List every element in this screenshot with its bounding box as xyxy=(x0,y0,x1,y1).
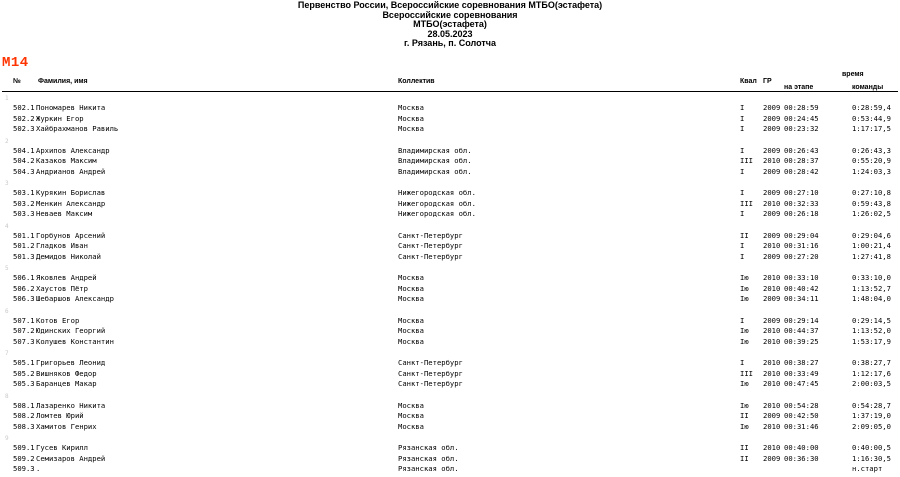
participant-birth-year: 2009 xyxy=(763,411,781,420)
table-row xyxy=(0,454,900,465)
participant-name: Григорьев Леонид xyxy=(36,358,106,367)
table-row xyxy=(0,252,900,263)
participant-club: Нижегородская обл. xyxy=(398,188,476,197)
team-place: 8 xyxy=(5,392,9,400)
participant-number: 501.3 xyxy=(13,251,35,261)
participant-qualification: II xyxy=(740,453,749,463)
participant-club: Москва xyxy=(398,103,424,112)
participant-birth-year: 2010 xyxy=(763,421,781,431)
team-block xyxy=(0,392,900,435)
participant-name: Гусев Кирилл xyxy=(36,443,88,452)
team-time: 1:24:03,3 xyxy=(852,166,891,176)
participant-name: Яковлев Андрей xyxy=(36,273,97,282)
participant-number: 508.3 xyxy=(13,421,35,431)
table-row xyxy=(0,103,900,114)
team-time: 0:54:28,7 xyxy=(852,400,891,410)
participant-club: Москва xyxy=(398,400,424,410)
participant-name: Юдинских Георгий xyxy=(36,326,106,335)
participant-club: Санкт-Петербург xyxy=(398,230,463,240)
participant-qualification: II xyxy=(740,411,749,420)
event-date: 28.05.2023 xyxy=(427,28,473,39)
participant-qualification: I xyxy=(740,209,745,218)
participant-number: 504.3 xyxy=(13,166,35,176)
team-block xyxy=(0,179,900,222)
participant-qualification: I xyxy=(740,358,745,367)
participant-number: 503.1 xyxy=(13,188,35,197)
event-location: г. Рязань, п. Солотча xyxy=(403,38,497,48)
event-subtitle: Всероссийские соревнования xyxy=(382,9,518,20)
participant-qualification: Iю xyxy=(740,421,749,431)
table-row xyxy=(0,231,900,242)
leg-time: 00:32:33 xyxy=(784,198,819,208)
participant-number: 505.1 xyxy=(13,358,35,367)
participant-birth-year: 2010 xyxy=(763,198,781,208)
participant-number: 501.1 xyxy=(13,230,35,240)
participant-club: Владимирская обл. xyxy=(398,145,472,155)
participant-number: 502.3 xyxy=(13,124,35,133)
participant-number: 505.3 xyxy=(13,379,35,388)
participant-club: Владимирская обл. xyxy=(398,166,472,176)
participant-birth-year: 2009 xyxy=(763,315,781,325)
participant-qualification: III xyxy=(740,198,753,208)
team-time: 0:40:00,5 xyxy=(852,443,891,452)
participant-club: Москва xyxy=(398,315,424,325)
participant-qualification: III xyxy=(740,156,753,165)
table-row xyxy=(0,443,900,454)
participant-club: Москва xyxy=(398,273,424,282)
participant-number: 502.2 xyxy=(13,113,35,123)
leg-time: 00:39:25 xyxy=(784,336,819,346)
team-time: 0:27:10,8 xyxy=(852,188,891,197)
participant-club: Санкт-Петербург xyxy=(398,358,463,367)
participant-qualification: I xyxy=(740,251,745,261)
participant-birth-year: 2009 xyxy=(763,294,781,303)
participant-number: 509.2 xyxy=(13,453,35,463)
participant-birth-year: 2010 xyxy=(763,326,781,335)
team-time: 1:12:17,6 xyxy=(852,368,891,378)
participant-qualification: Iю xyxy=(740,400,749,410)
table-row xyxy=(0,337,900,348)
team-time: 1:26:02,5 xyxy=(852,209,891,218)
team-place: 4 xyxy=(5,222,9,230)
team-block xyxy=(0,137,900,180)
participant-number: 507.1 xyxy=(13,315,35,325)
participant-number: 504.1 xyxy=(13,145,35,155)
results-table xyxy=(0,94,900,477)
participant-name: Шебаршов Александр xyxy=(36,294,114,303)
team-time: 1:00:21,4 xyxy=(852,241,891,250)
participant-name: Журкин Егор xyxy=(36,113,84,123)
protocol-header xyxy=(0,0,900,49)
participant-qualification: I xyxy=(740,166,745,176)
team-time: 0:28:59,4 xyxy=(852,103,891,112)
participant-number: 509.3 xyxy=(13,464,35,473)
table-row xyxy=(0,422,900,433)
col-header-year: ГР xyxy=(763,78,772,85)
leg-time: 00:31:16 xyxy=(784,241,819,250)
table-row xyxy=(0,284,900,295)
participant-name: Пономарев Никита xyxy=(36,103,106,112)
participant-club: Москва xyxy=(398,421,424,431)
participant-name: Казаков Максим xyxy=(36,156,97,165)
team-time: 1:17:17,5 xyxy=(852,124,891,133)
leg-time: 00:40:00 xyxy=(784,443,819,452)
team-place: 9 xyxy=(5,435,9,442)
team-place: 7 xyxy=(5,350,9,357)
participant-qualification: I xyxy=(740,241,745,250)
participant-name: Ломтев Юрий xyxy=(36,411,84,420)
participant-name: Андрианов Андрей xyxy=(36,166,106,176)
participant-number: 506.1 xyxy=(13,273,35,282)
team-spacer xyxy=(0,475,900,477)
participant-birth-year: 2010 xyxy=(763,156,781,165)
participant-club: Москва xyxy=(398,113,424,123)
participant-name: Колушев Константин xyxy=(36,336,114,346)
team-time: 1:13:52,7 xyxy=(852,283,891,293)
table-row xyxy=(0,199,900,210)
participant-club: Москва xyxy=(398,283,424,293)
team-place: 1 xyxy=(5,95,9,102)
participant-birth-year: 2009 xyxy=(763,145,781,155)
participant-club: Москва xyxy=(398,124,424,133)
participant-name: Хайбрахманов Равиль xyxy=(36,124,119,133)
team-time: 0:29:14,5 xyxy=(852,315,891,325)
participant-birth-year: 2010 xyxy=(763,368,781,378)
participant-name: Лазаренко Никита xyxy=(36,400,106,410)
participant-name: Демидов Николай xyxy=(36,251,101,261)
participant-qualification: II xyxy=(740,230,749,240)
table-row xyxy=(0,273,900,284)
leg-time: 00:24:45 xyxy=(784,113,819,123)
participant-number: 506.2 xyxy=(13,283,35,293)
team-place: 3 xyxy=(5,180,9,187)
participant-number: 501.2 xyxy=(13,241,35,250)
table-row xyxy=(0,124,900,135)
participant-birth-year: 2009 xyxy=(763,166,781,176)
participant-number: 505.2 xyxy=(13,368,35,378)
table-row xyxy=(0,167,900,178)
team-block xyxy=(0,434,900,477)
participant-club: Рязанская обл. xyxy=(398,443,459,452)
leg-time: 00:26:43 xyxy=(784,145,819,155)
col-header-time: время xyxy=(842,71,864,78)
team-time: н.старт xyxy=(852,464,883,473)
participant-name: Хаустов Пётр xyxy=(36,283,88,293)
team-time: 0:55:20,9 xyxy=(852,156,891,165)
col-header-leg: на этапе xyxy=(784,84,814,91)
participant-club: Рязанская обл. xyxy=(398,453,459,463)
table-row xyxy=(0,146,900,157)
team-block xyxy=(0,222,900,265)
leg-time: 00:29:14 xyxy=(784,315,819,325)
table-row xyxy=(0,401,900,412)
group-title: М14 xyxy=(2,55,29,71)
leg-time: 00:28:59 xyxy=(784,103,819,112)
participant-birth-year: 2009 xyxy=(763,453,781,463)
col-header-club: Коллектив xyxy=(398,78,435,85)
table-row xyxy=(0,326,900,337)
participant-birth-year: 2010 xyxy=(763,400,781,410)
participant-qualification: I xyxy=(740,315,745,325)
participant-birth-year: 2009 xyxy=(763,230,781,240)
team-time: 0:29:04,6 xyxy=(852,230,891,240)
table-row xyxy=(0,188,900,199)
participant-qualification: Iю xyxy=(740,294,749,303)
participant-qualification: I xyxy=(740,188,745,197)
participant-birth-year: 2010 xyxy=(763,273,781,282)
col-header-name: Фамилия, имя xyxy=(38,78,88,85)
leg-time: 00:27:10 xyxy=(784,188,819,197)
leg-time: 00:28:37 xyxy=(784,156,819,165)
participant-birth-year: 2009 xyxy=(763,251,781,261)
participant-club: Москва xyxy=(398,294,424,303)
team-time: 0:33:10,0 xyxy=(852,273,891,282)
participant-qualification: II xyxy=(740,443,749,452)
participant-name: Котов Егор xyxy=(36,315,80,325)
leg-time: 00:31:46 xyxy=(784,421,819,431)
table-row xyxy=(0,209,900,220)
leg-time: 00:33:49 xyxy=(784,368,819,378)
participant-club: Нижегородская обл. xyxy=(398,198,476,208)
leg-time: 00:44:37 xyxy=(784,326,819,335)
participant-name: Баранцев Макар xyxy=(36,379,97,388)
participant-name: Архипов Александр xyxy=(36,145,110,155)
team-time: 2:09:05,0 xyxy=(852,421,891,431)
participant-club: Санкт-Петербург xyxy=(398,251,463,261)
participant-name: Вишняков Федор xyxy=(36,368,97,378)
leg-time: 00:28:42 xyxy=(784,166,819,176)
participant-birth-year: 2009 xyxy=(763,124,781,133)
participant-qualification: Iю xyxy=(740,379,749,388)
team-time: 1:37:19,0 xyxy=(852,411,891,420)
team-time: 1:13:52,0 xyxy=(852,326,891,335)
participant-club: Москва xyxy=(398,326,424,335)
participant-club: Москва xyxy=(398,411,424,420)
participant-birth-year: 2009 xyxy=(763,113,781,123)
event-title: Первенство России, Всероссийские соревнования МТБО(эстафета) xyxy=(297,0,603,10)
team-place: 6 xyxy=(5,307,9,315)
team-time: 1:53:17,9 xyxy=(852,336,891,346)
participant-birth-year: 2009 xyxy=(763,103,781,112)
participant-club: Москва xyxy=(398,336,424,346)
team-place: 2 xyxy=(5,137,9,145)
participant-name: Курякин Борислав xyxy=(36,188,106,197)
team-time: 1:16:30,5 xyxy=(852,453,891,463)
team-block xyxy=(0,307,900,350)
participant-club: Санкт-Петербург xyxy=(398,241,463,250)
table-row xyxy=(0,358,900,369)
leg-time: 00:42:50 xyxy=(784,411,819,420)
col-header-total: команды xyxy=(852,84,884,91)
participant-club: Рязанская обл. xyxy=(398,464,459,473)
col-header-kval: Квал xyxy=(740,78,757,85)
participant-number: 508.2 xyxy=(13,411,35,420)
participant-number: 506.3 xyxy=(13,294,35,303)
team-block xyxy=(0,264,900,307)
team-time: 1:48:04,0 xyxy=(852,294,891,303)
table-row xyxy=(0,464,900,475)
table-row xyxy=(0,379,900,390)
col-header-num: № xyxy=(13,78,21,85)
team-block xyxy=(0,349,900,392)
participant-qualification: Iю xyxy=(740,283,749,293)
team-time: 2:00:03,5 xyxy=(852,379,891,388)
team-block xyxy=(0,94,900,137)
participant-birth-year: 2009 xyxy=(763,188,781,197)
participant-club: Санкт-Петербург xyxy=(398,379,463,388)
participant-birth-year: 2010 xyxy=(763,241,781,250)
leg-time: 00:27:20 xyxy=(784,251,819,261)
table-row xyxy=(0,411,900,422)
header-divider xyxy=(2,91,898,92)
participant-name: Неваев Максим xyxy=(36,209,93,218)
leg-time: 00:38:27 xyxy=(784,358,819,367)
participant-number: 502.1 xyxy=(13,103,35,112)
leg-time: 00:26:18 xyxy=(784,209,819,218)
leg-time: 00:54:28 xyxy=(784,400,819,410)
leg-time: 00:29:04 xyxy=(784,230,819,240)
participant-qualification: Iю xyxy=(740,273,749,282)
participant-birth-year: 2010 xyxy=(763,336,781,346)
participant-number: 507.2 xyxy=(13,326,35,335)
participant-number: 508.1 xyxy=(13,400,35,410)
participant-birth-year: 2010 xyxy=(763,379,781,388)
participant-qualification: I xyxy=(740,113,745,123)
participant-qualification: Iю xyxy=(740,336,749,346)
participant-club: Нижегородская обл. xyxy=(398,209,476,218)
leg-time: 00:36:30 xyxy=(784,453,819,463)
table-row xyxy=(0,369,900,380)
participant-birth-year: 2010 xyxy=(763,358,781,367)
participant-number: 509.1 xyxy=(13,443,35,452)
leg-time: 00:40:42 xyxy=(784,283,819,293)
leg-time: 00:34:11 xyxy=(784,294,819,303)
participant-number: 503.3 xyxy=(13,209,35,218)
participant-club: Владимирская обл. xyxy=(398,156,472,165)
team-time: 0:38:27,7 xyxy=(852,358,891,367)
team-time: 0:59:43,8 xyxy=(852,198,891,208)
table-row xyxy=(0,294,900,305)
table-row xyxy=(0,114,900,125)
leg-time: 00:23:32 xyxy=(784,124,819,133)
participant-qualification: I xyxy=(740,145,745,155)
leg-time: 00:47:45 xyxy=(784,379,819,388)
participant-name: Гладков Иван xyxy=(36,241,88,250)
participant-qualification: III xyxy=(740,368,753,378)
table-row xyxy=(0,156,900,167)
participant-birth-year: 2010 xyxy=(763,443,781,452)
team-time: 1:27:41,8 xyxy=(852,251,891,261)
participant-qualification: I xyxy=(740,124,745,133)
participant-birth-year: 2010 xyxy=(763,283,781,293)
participant-number: 507.3 xyxy=(13,336,35,346)
participant-number: 503.2 xyxy=(13,198,35,208)
participant-number: 504.2 xyxy=(13,156,35,165)
participant-birth-year: 2009 xyxy=(763,209,781,218)
table-row xyxy=(0,241,900,252)
participant-name: Семизаров Андрей xyxy=(36,453,106,463)
team-time: 0:26:43,3 xyxy=(852,145,891,155)
table-row xyxy=(0,316,900,327)
participant-name: Менкин Александр xyxy=(36,198,106,208)
team-place: 5 xyxy=(5,265,9,272)
event-discipline: МТБО(эстафета) xyxy=(413,19,487,29)
participant-club: Санкт-Петербург xyxy=(398,368,463,378)
leg-time: 00:33:10 xyxy=(784,273,819,282)
participant-name: Горбунов Арсений xyxy=(36,230,106,240)
participant-qualification: Iю xyxy=(740,326,749,335)
participant-qualification: I xyxy=(740,103,745,112)
participant-name: . xyxy=(36,464,41,473)
team-time: 0:53:44,9 xyxy=(852,113,891,123)
participant-name: Хамитов Генрих xyxy=(36,421,97,431)
